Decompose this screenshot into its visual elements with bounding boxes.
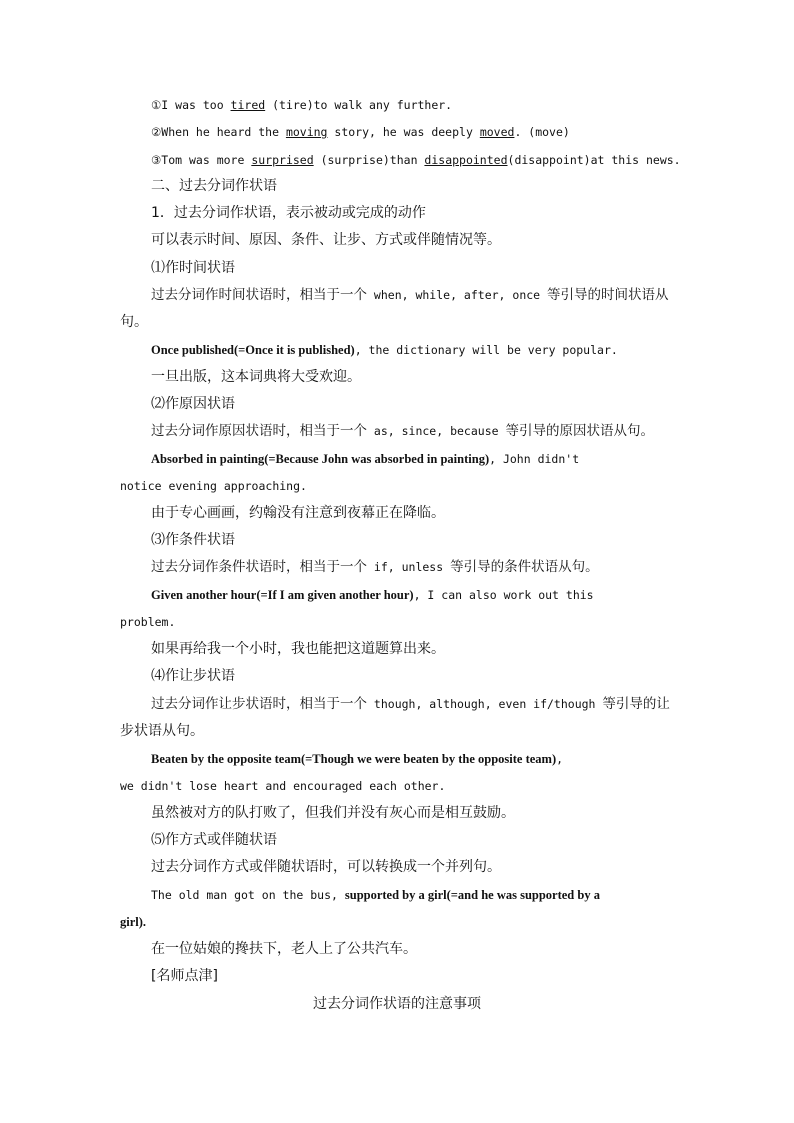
reason-example-cont: notice evening approaching. [120, 479, 307, 493]
reason-translation: 由于专心画画，约翰没有注意到夜幕正在降临。 [151, 505, 445, 521]
reason-description: 过去分词作原因状语时，相当于一个 as, since, because 等引导的原因状语从句。 [151, 423, 654, 439]
condition-description: 过去分词作条件状语时，相当于一个 if, unless 等引导的条件状语从句。 [151, 559, 599, 575]
manner-heading: ⑸作方式或伴随状语 [151, 832, 277, 848]
manner-translation: 在一位姑娘的搀扶下，老人上了公共汽车。 [151, 941, 417, 957]
answer-disappointed: disappointed [424, 153, 508, 167]
concession-translation: 虽然被对方的队打败了，但我们并没有灰心而是相互鼓励。 [151, 805, 515, 821]
manner-description: 过去分词作方式或伴随状语时，可以转换成一个并列句。 [151, 859, 501, 875]
condition-heading: ⑶作条件状语 [151, 532, 235, 548]
concession-example-cont: we didn't lose heart and encouraged each other. [120, 779, 446, 793]
concession-description-cont: 步状语从句。 [120, 723, 204, 739]
exercise-3: ③Tom was more surprised (surprise)than disappointed(disappoint)at this news. [151, 153, 681, 167]
time-example: Once published(=Once it is published), the dictionary will be very popular. [151, 343, 618, 357]
condition-translation: 如果再给我一个小时，我也能把这道题算出来。 [151, 641, 445, 657]
time-description: 过去分词作时间状语时，相当于一个 when, while, after, once 等引导的时间状语从 [151, 287, 669, 303]
answer-tired: tired [230, 98, 266, 112]
manner-example-cont: girl). [120, 915, 147, 929]
time-description-cont: 句。 [120, 314, 148, 330]
reason-example: Absorbed in painting(=Because John was absorbed in painting), John didn't [151, 452, 580, 466]
concession-heading: ⑷作让步状语 [151, 668, 235, 684]
point-1-description: 可以表示时间、原因、条件、让步、方式或伴随情况等。 [151, 232, 501, 248]
point-1-heading: 1．过去分词作状语，表示被动或完成的动作 [151, 205, 426, 221]
note-title: 过去分词作状语的注意事项 [313, 996, 481, 1012]
exercise-2: ②When he heard the moving story, he was deeply moved. (move) [151, 125, 570, 139]
reason-heading: ⑵作原因状语 [151, 396, 235, 412]
exercise-1: ①I was too tired (tire)to walk any further. [151, 98, 453, 112]
condition-example-cont: problem. [120, 615, 176, 629]
answer-moved: moved [479, 125, 515, 139]
condition-example: Given another hour(=If I am given another hour), I can also work out this [151, 588, 594, 602]
concession-example: Beaten by the opposite team(=Though we were beaten by the opposite team), [151, 752, 564, 766]
concession-description: 过去分词作让步状语时，相当于一个 though, although, even if/though 等引导的让 [151, 696, 670, 712]
time-translation: 一旦出版，这本词典将大受欢迎。 [151, 369, 361, 385]
manner-example: The old man got on the bus, supported by a girl(=and he was supported by a [151, 888, 600, 902]
section-heading: 二、过去分词作状语 [151, 178, 277, 194]
answer-moving: moving [285, 125, 328, 139]
answer-surprised: surprised [251, 153, 314, 167]
teacher-note-label: [名师点津] [151, 968, 218, 984]
time-heading: ⑴作时间状语 [151, 260, 235, 276]
